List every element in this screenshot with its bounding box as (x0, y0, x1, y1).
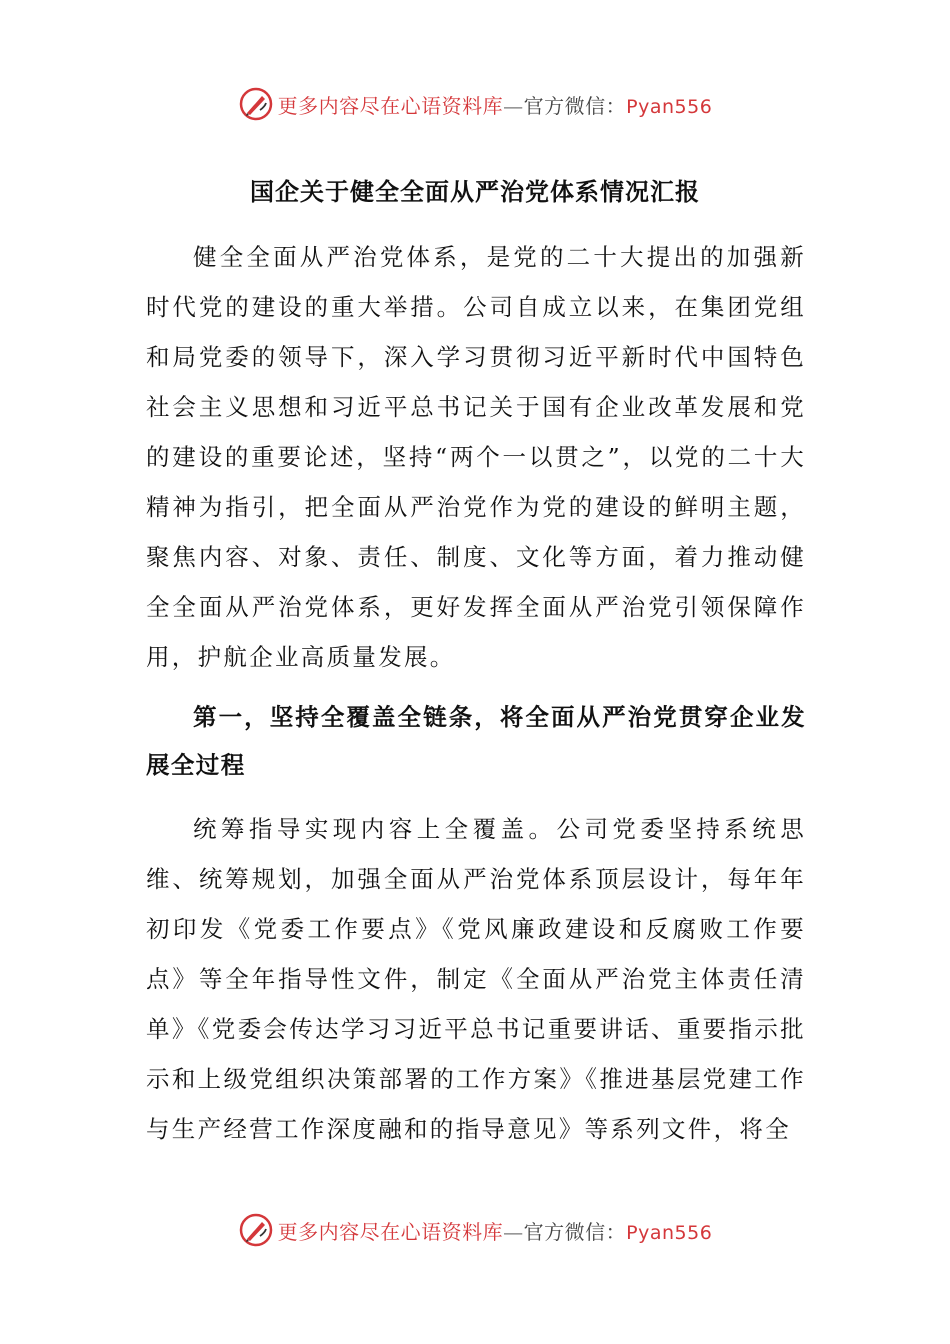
banner-site-text: 更多内容尽在心语资料库 (277, 93, 504, 118)
section-heading-1: 第一，坚持全覆盖全链条，将全面从严治党贯穿企业发展全过程 (146, 703, 806, 779)
banner-text (278, 90, 713, 119)
banner-wechat-id: Pyan556 (626, 95, 713, 118)
banner-wechat-label: 官方微信： (523, 93, 627, 118)
section-1-paragraph: 统筹指导实现内容上全覆盖。公司党委坚持系统思维、统筹规划，加强全面从严治党体系顶层设计，每年年初印发《党委工作要点》《党风廉政建设和反腐败工作要点》等全年指导性文件，制定《全面从严治党主体责任清单》《党委会传达学习习近平总书记重要讲话、重要指示批示和上级党组织决策部署的工作方案》《推进基层党建工作与生产经营工作深度融和的指导意见》等系列文件，将全 (146, 815, 806, 1143)
header-watermark-banner (0, 84, 950, 124)
banner-wechat-id: Pyan556 (626, 1221, 713, 1244)
pen-logo-icon (238, 1212, 274, 1248)
document-title: 国企关于健全全面从严治党体系情况汇报 (250, 177, 700, 206)
pen-logo-icon (238, 86, 274, 122)
banner-dash: — (503, 1219, 524, 1244)
intro-paragraph: 健全全面从严治党体系，是党的二十大提出的加强新时代党的建设的重大举措。公司自成立以来，在集团党组和局党委的领导下，深入学习贯彻习近平新时代中国特色社会主义思想和习近平总书记关于国有企业改革发展和党的建设的重要论述，坚持“两个一以贯之”，以党的二十大精神为指引，把全面从严治党作为党的建设的鲜明主题，聚焦内容、对象、责任、制度、文化等方面，着力推动健全全面从严治党体系，更好发挥全面从严治党引领保障作用，护航企业高质量发展。 (146, 243, 806, 671)
banner-site-text: 更多内容尽在心语资料库 (277, 1219, 504, 1244)
banner-wechat-label: 官方微信： (523, 1219, 627, 1244)
footer-watermark-banner (0, 1210, 950, 1250)
banner-text (278, 1216, 713, 1245)
banner-dash: — (503, 93, 524, 118)
